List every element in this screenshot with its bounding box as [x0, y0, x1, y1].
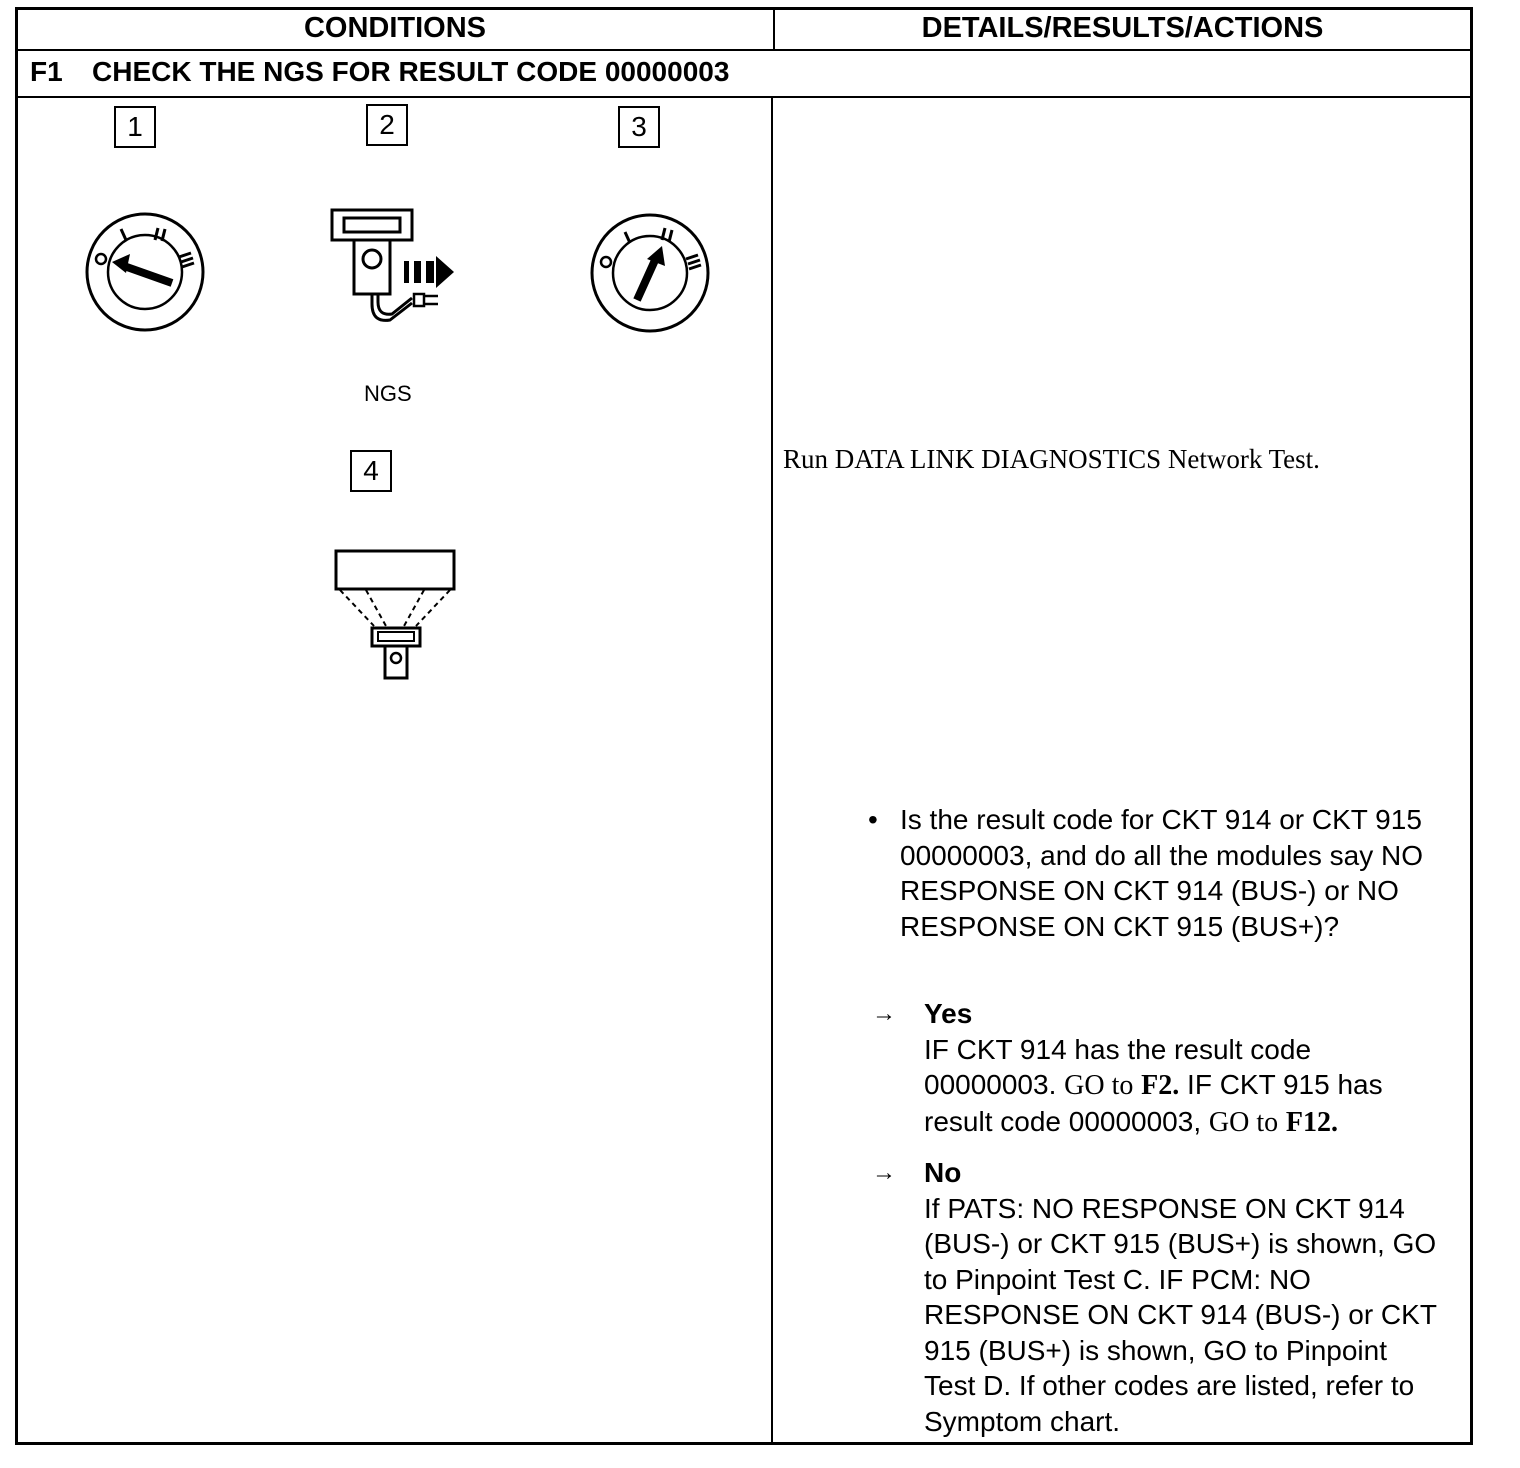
ignition-off-icon	[84, 211, 206, 333]
yes-text	[924, 1032, 1444, 1141]
yes-ref-2: F12.	[1285, 1106, 1339, 1138]
step-title-text: CHECK THE NGS FOR RESULT CODE 00000003	[92, 56, 730, 87]
ignition-run-icon	[589, 212, 711, 334]
header-divider	[15, 49, 1473, 51]
no-text: If PATS: NO RESPONSE ON CKT 914 (BUS-) or CKT 915 (BUS+) is shown, GO to Pinpoint Test C. IF PCM: NO RESPONSE ON CKT 914 (BUS-) or CKT 915 (BUS+) is shown, GO to Pinpoint Test D. If other codes are listed, refer to Symptom chart.	[924, 1192, 1437, 1437]
yes-ref-1: F2.	[1141, 1070, 1180, 1101]
ngs-connect-icon	[330, 208, 470, 328]
ngs-screen-icon	[334, 548, 458, 682]
arrow-right-icon: →	[872, 1000, 896, 1027]
yes-text-1: IF CKT 914 has the result code 00000003.	[924, 1033, 1312, 1100]
ngs-label: NGS	[364, 381, 412, 406]
column-divider	[771, 96, 773, 1445]
step-number-2: 2	[366, 104, 408, 146]
yes-go-1: GO to	[1064, 1070, 1134, 1101]
yes-go-2: GO to	[1208, 1106, 1279, 1138]
details-header: DETAILS/RESULTS/ACTIONS	[921, 12, 1324, 44]
step-number-4: 4	[350, 450, 392, 492]
title-divider	[15, 96, 1473, 98]
step-id: F1	[30, 56, 63, 87]
step-title	[30, 52, 729, 92]
yes-text-2: IF CKT 915 has result code 00000003,	[924, 1069, 1383, 1137]
yes-label: Yes	[924, 998, 973, 1029]
conditions-header: CONDITIONS	[303, 12, 487, 44]
instruction-text: Run DATA LINK DIAGNOSTICS Network Test.	[783, 444, 1320, 474]
step-number-3: 3	[618, 106, 660, 148]
bullet-icon: •	[868, 804, 878, 835]
step-number-1: 1	[114, 106, 156, 148]
arrow-right-icon: →	[872, 1159, 896, 1186]
no-label: No	[924, 1157, 962, 1188]
question-text: Is the result code for CKT 914 or CKT 915 00000003, and do all the modules say NO RESPONSE ON CKT 914 (BUS-) or NO RESPONSE ON CKT 915 (BUS+)?	[900, 804, 1424, 942]
